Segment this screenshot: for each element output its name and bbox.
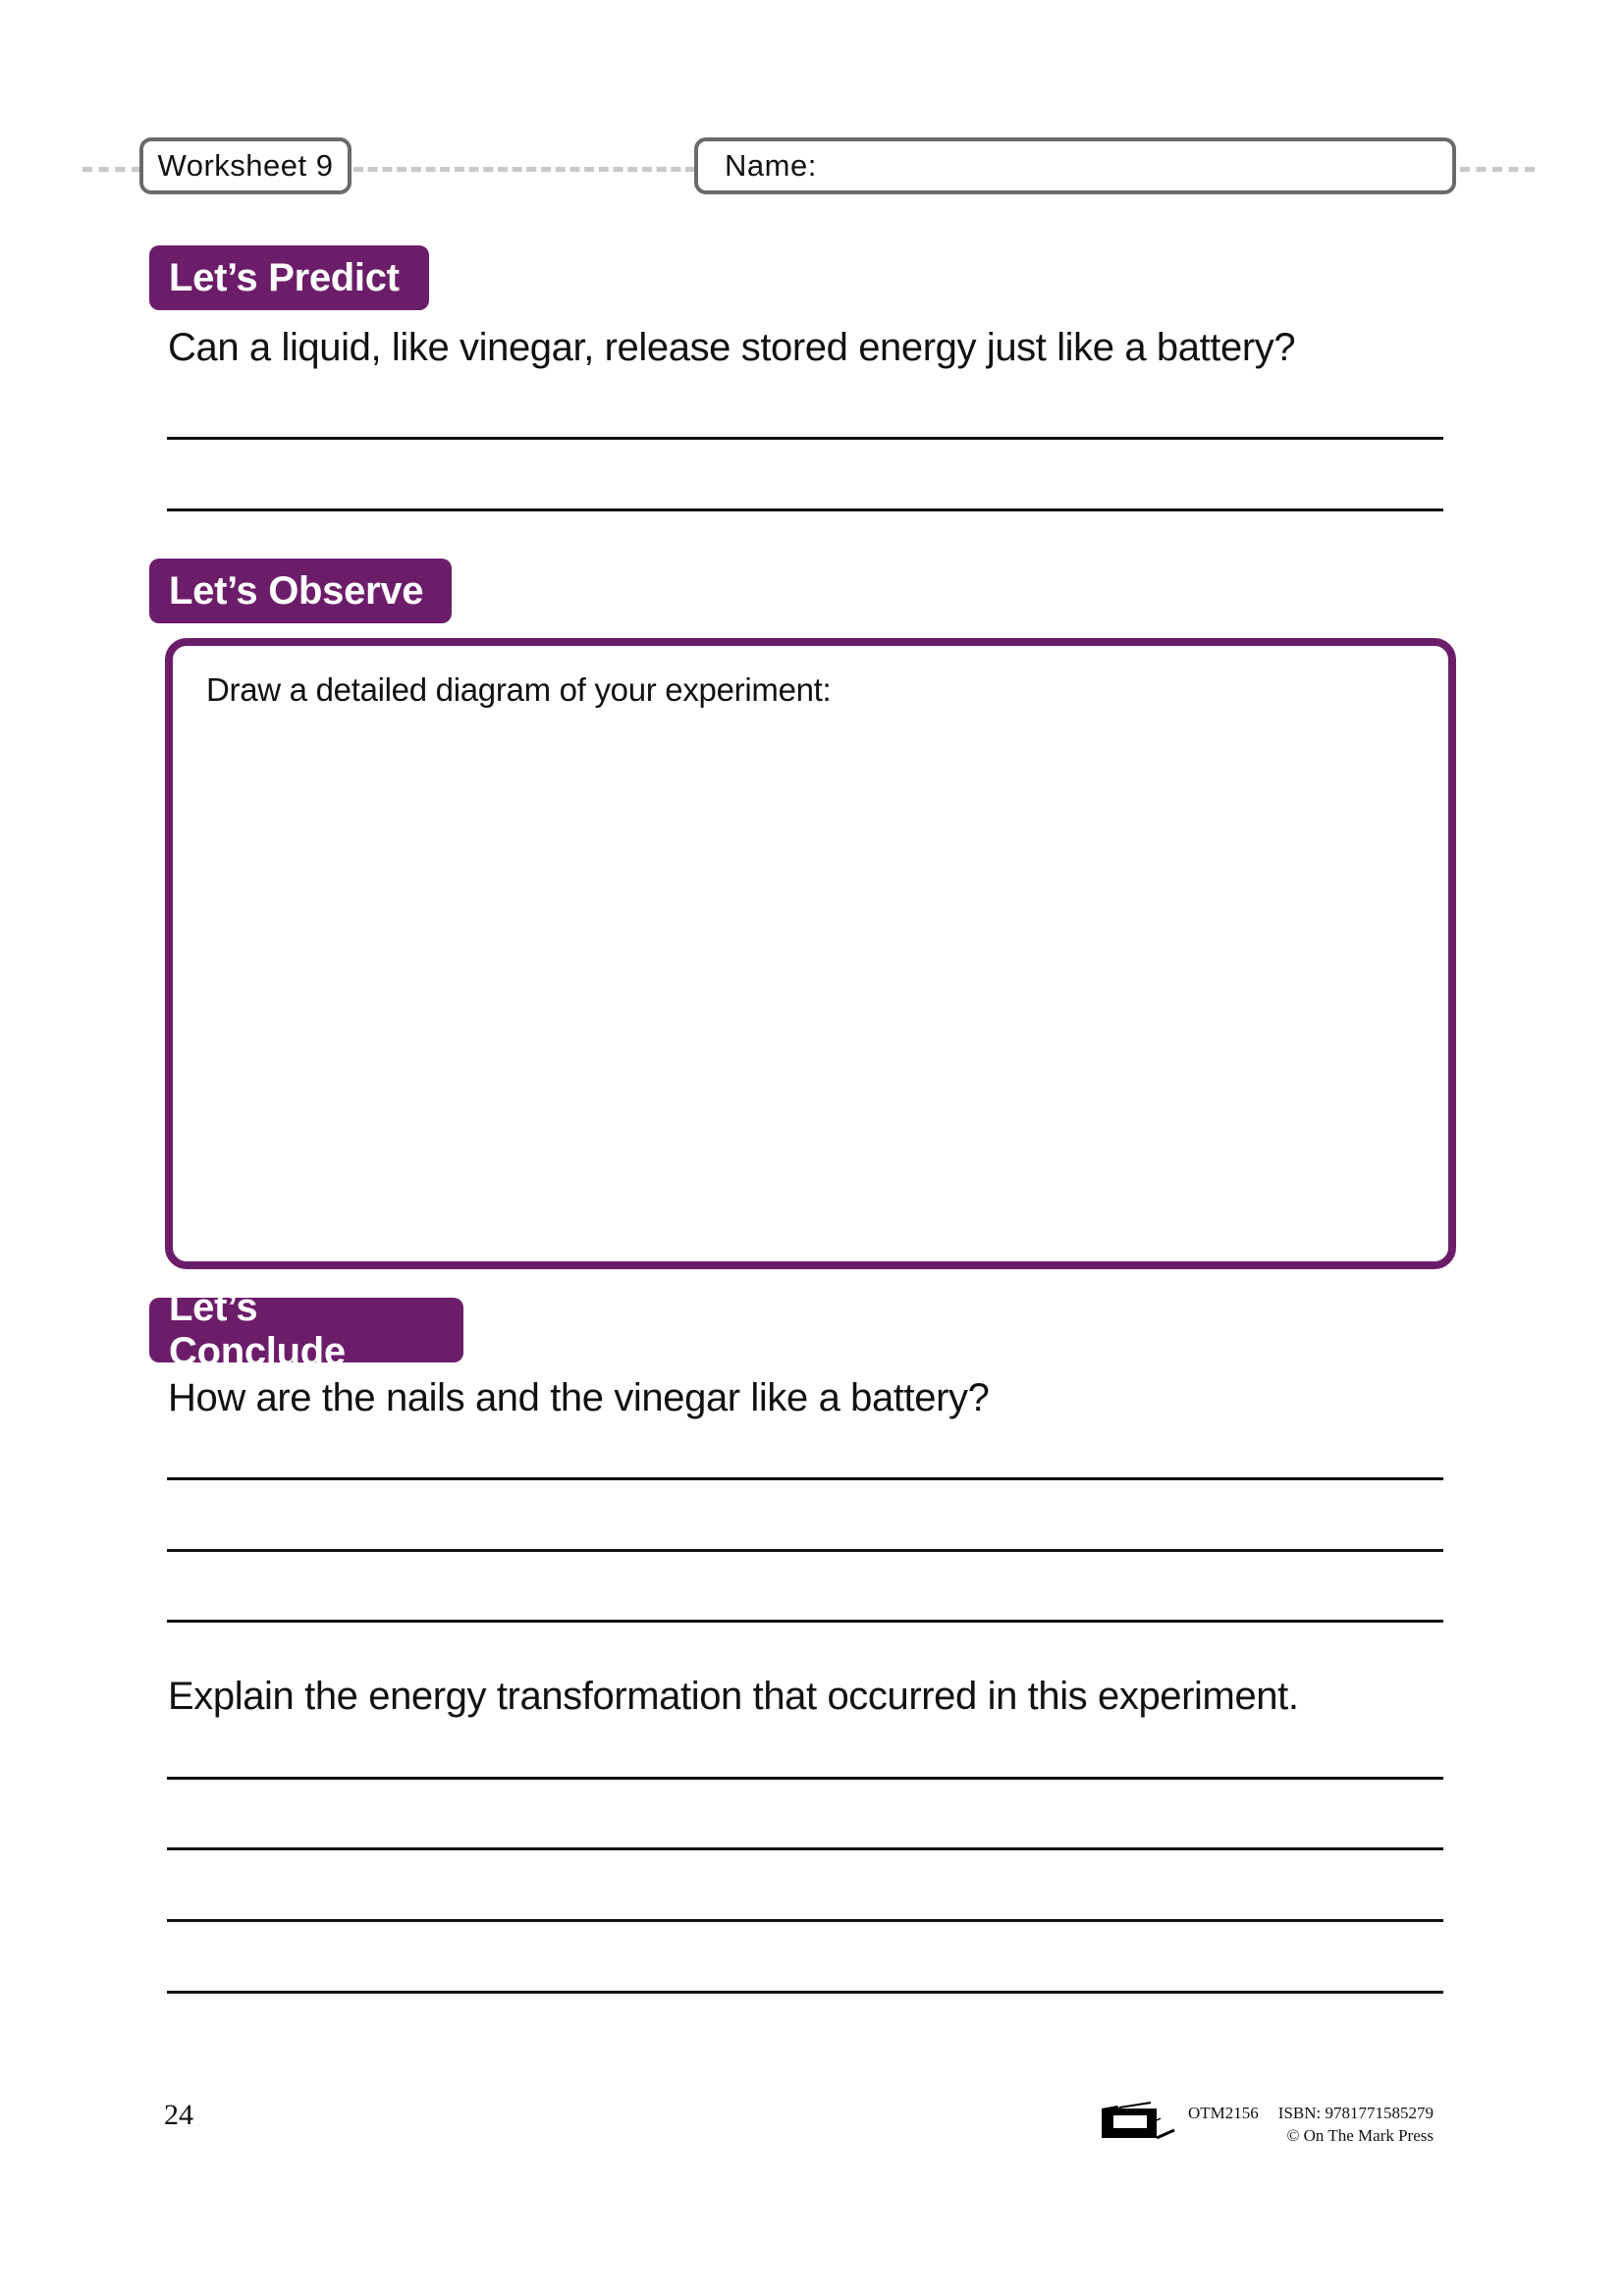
name-field[interactable] bbox=[694, 137, 1456, 194]
predict-question: Can a liquid, like vinegar, release stored energy just like a battery? bbox=[168, 326, 1296, 369]
section-title-observe: Let’s Observe bbox=[169, 568, 424, 613]
diagram-prompt: Draw a detailed diagram of your experiment: bbox=[206, 671, 832, 708]
conclude-q1-answer-line-2[interactable] bbox=[167, 1549, 1443, 1552]
conclude-q1-answer-line-1[interactable] bbox=[167, 1477, 1443, 1480]
header-dash-line-left bbox=[82, 167, 141, 172]
footer-publisher-info bbox=[1188, 2102, 1434, 2147]
header-dash-line-middle bbox=[353, 167, 695, 172]
copyright: © On The Mark Press bbox=[1286, 2126, 1434, 2145]
on-the-mark-press-logo-icon bbox=[1100, 2099, 1178, 2142]
section-title-conclude: Let’s Conclude bbox=[169, 1286, 346, 1373]
diagram-drawing-area[interactable] bbox=[165, 638, 1456, 1269]
page-number: 24 bbox=[164, 2099, 193, 2131]
conclude-q2-answer-line-1[interactable] bbox=[167, 1777, 1443, 1780]
product-code: OTM2156 bbox=[1188, 2104, 1259, 2122]
worksheet-label: Worksheet 9 bbox=[157, 148, 334, 183]
section-badge-conclude bbox=[149, 1286, 463, 1373]
name-label: Name: bbox=[725, 148, 817, 183]
isbn: ISBN: 9781771585279 bbox=[1277, 2104, 1434, 2122]
predict-answer-line-1[interactable] bbox=[167, 437, 1443, 440]
conclude-q2-answer-line-2[interactable] bbox=[167, 1847, 1443, 1850]
conclude-q2-answer-line-3[interactable] bbox=[167, 1919, 1443, 1922]
section-badge-observe bbox=[149, 559, 452, 623]
predict-answer-line-2[interactable] bbox=[167, 508, 1443, 511]
conclude-q2-answer-line-4[interactable] bbox=[167, 1991, 1443, 1994]
conclude-q1-answer-line-3[interactable] bbox=[167, 1620, 1443, 1623]
conclude-question-1: How are the nails and the vinegar like a battery? bbox=[168, 1376, 990, 1419]
section-title-predict: Let’s Predict bbox=[169, 255, 400, 299]
section-badge-predict bbox=[149, 245, 429, 310]
conclude-question-2: Explain the energy transformation that occurred in this experiment. bbox=[168, 1675, 1299, 1718]
header-dash-line-right bbox=[1460, 167, 1535, 172]
worksheet-label-box bbox=[139, 137, 352, 194]
